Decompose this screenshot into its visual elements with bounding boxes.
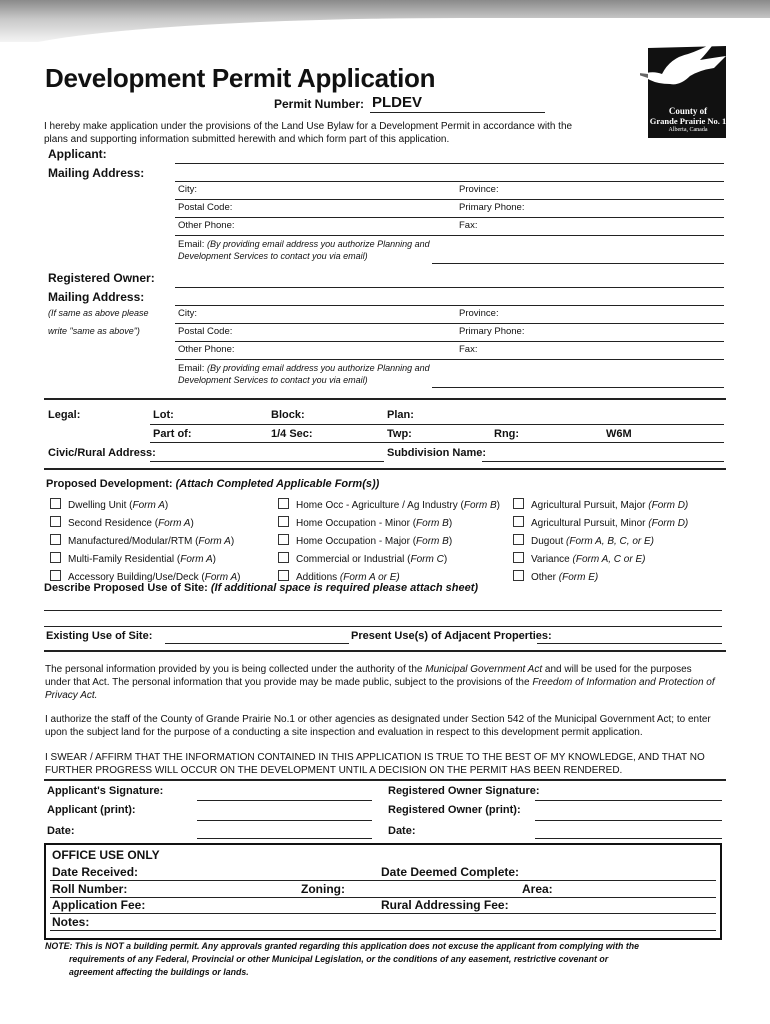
office-row-1-line[interactable] xyxy=(50,880,716,881)
option-form: (Form A or E) xyxy=(339,572,400,583)
checkbox[interactable] xyxy=(278,534,289,545)
proposed-option[interactable] xyxy=(50,533,240,551)
permit-number-value[interactable]: PLDEV xyxy=(372,94,423,111)
email-label xyxy=(178,239,430,250)
notes-label: Notes: xyxy=(52,915,90,929)
logo-text-1: County of xyxy=(668,106,708,116)
legal-row-1-input[interactable] xyxy=(150,424,724,425)
existing-use-label: Existing Use of Site: xyxy=(46,630,153,642)
option-end: ) xyxy=(212,554,217,565)
option-form: Form B xyxy=(416,536,449,547)
city-province-input[interactable] xyxy=(175,199,724,200)
option-form: (Form A, B, C, or E) xyxy=(566,536,654,547)
swear-line-1: I SWEAR / AFFIRM THAT THE INFORMATION CONTAINED IN THIS APPLICATION IS TRUE TO THE BEST OF MY KNOWLEDGE, AND THAT NO xyxy=(45,752,705,763)
registered-owner-label: Registered Owner: xyxy=(48,271,155,285)
applicant-label: Applicant: xyxy=(48,147,107,161)
postal-code-label: Postal Code: xyxy=(178,202,233,213)
postal-phone-input[interactable] xyxy=(175,217,724,218)
option-label: Accessory Building/Use/Deck ( xyxy=(68,572,205,583)
other-phone-label: Other Phone: xyxy=(178,220,235,231)
option-end: ) xyxy=(164,500,169,511)
option-end: ) xyxy=(230,536,235,547)
proposed-option[interactable] xyxy=(513,533,688,551)
option-end: ) xyxy=(443,554,448,565)
option-label: Home Occupation - Minor ( xyxy=(296,518,417,529)
checkbox[interactable] xyxy=(513,516,524,527)
proposed-option[interactable] xyxy=(513,515,688,533)
owner-fax-label: Fax: xyxy=(459,344,478,355)
proposed-option[interactable] xyxy=(278,551,500,569)
option-form: (Form D) xyxy=(648,518,689,529)
option-form: (Form D) xyxy=(648,500,689,511)
option-form: Form A xyxy=(158,518,191,529)
subdivision-input[interactable] xyxy=(482,461,724,462)
option-form: (Form A, C or E) xyxy=(572,554,646,565)
swear-line-2: FURTHER PROGRESS WILL OCCUR ON THE DEVELOPMENT UNTIL A DECISION ON THE PERMIT HAS BEEN RENDERED. xyxy=(45,765,623,776)
date-complete-label: Date Deemed Complete: xyxy=(381,865,520,879)
legal-label: Legal: xyxy=(48,409,81,421)
proposed-option[interactable] xyxy=(513,569,688,587)
office-row-3-line[interactable] xyxy=(50,913,716,914)
owner-mailing-input[interactable] xyxy=(175,305,724,306)
authorize-line-1: I authorize the staff of the County of Grande Prairie No.1 or other agencies as designated under Section 542 of the Municipal Government Act; to enter xyxy=(45,714,711,725)
checkbox[interactable] xyxy=(278,552,289,563)
privacy-paragraph xyxy=(45,663,735,702)
email-note-1: (By providing email address you authorize Planning and xyxy=(207,239,430,249)
checkbox[interactable] xyxy=(513,570,524,581)
checkbox[interactable] xyxy=(50,570,61,581)
meridian-value: W6M xyxy=(606,428,632,440)
footer-note xyxy=(45,940,639,979)
owner-city-province-input[interactable] xyxy=(175,323,724,324)
section-divider-3 xyxy=(44,650,726,652)
rural-addressing-fee-label: Rural Addressing Fee: xyxy=(381,898,509,912)
permit-number-label: Permit Number: xyxy=(274,97,365,111)
date-received-label: Date Received: xyxy=(52,865,139,879)
option-form: Form B xyxy=(463,500,497,511)
describe-use-input[interactable] xyxy=(44,610,722,611)
city-label: City: xyxy=(178,184,197,195)
block-label: Block: xyxy=(271,409,305,421)
owner-print-input[interactable] xyxy=(535,820,722,821)
office-use-box xyxy=(44,843,722,940)
proposed-option[interactable] xyxy=(278,497,500,515)
proposed-heading xyxy=(46,478,379,490)
notes-input[interactable] xyxy=(50,930,716,931)
option-label: Home Occ - Agriculture / Ag Industry ( xyxy=(296,500,464,511)
option-label: Dugout xyxy=(531,536,567,547)
existing-use-input[interactable] xyxy=(165,643,349,644)
option-form: Form C xyxy=(410,554,444,565)
owner-other-phone-label: Other Phone: xyxy=(178,344,235,355)
option-label: Agricultural Pursuit, Major xyxy=(531,500,649,511)
owner-postal-label: Postal Code: xyxy=(178,326,233,337)
proposed-col-2 xyxy=(278,497,500,587)
proposed-heading-note: (Attach Completed Applicable Form(s)) xyxy=(175,478,380,490)
owner-email-input[interactable] xyxy=(432,387,724,388)
option-end: ) xyxy=(237,572,241,583)
owner-mailing-label: Mailing Address: xyxy=(48,290,145,304)
intro-line-2: plans and supporting information submitted herewith and which form part of this application. xyxy=(44,134,450,145)
footer-note-line-3: agreement affecting the buildings or lands. xyxy=(69,967,249,977)
checkbox[interactable] xyxy=(50,534,61,545)
option-form: (Form E) xyxy=(558,572,599,583)
checkbox[interactable] xyxy=(50,516,61,527)
describe-use-label xyxy=(44,582,478,594)
zoning-label: Zoning: xyxy=(301,882,345,896)
part-of-label: Part of: xyxy=(153,428,192,440)
quarter-sec-label: 1/4 Sec: xyxy=(271,428,313,440)
proposed-heading-text: Proposed Development: xyxy=(46,478,173,490)
authorize-paragraph xyxy=(45,713,711,739)
owner-date-input[interactable] xyxy=(535,838,722,839)
registered-owner-input[interactable] xyxy=(175,287,724,288)
option-label: Dwelling Unit ( xyxy=(68,500,133,511)
owner-postal-phone-input[interactable] xyxy=(175,341,724,342)
province-label: Province: xyxy=(459,184,499,195)
option-label: Agricultural Pursuit, Minor xyxy=(531,518,649,529)
section-divider-4 xyxy=(44,779,726,781)
mailing-address-input[interactable] xyxy=(175,181,724,182)
proposed-option[interactable] xyxy=(278,533,500,551)
other-phone-fax-input[interactable] xyxy=(175,235,724,236)
describe-use-text: Describe Proposed Use of Site: xyxy=(44,582,208,594)
same-as-above-note-1: (If same as above please xyxy=(48,308,149,318)
option-form: Form A xyxy=(204,572,238,583)
owner-primary-phone-label: Primary Phone: xyxy=(459,326,525,337)
civic-address-label: Civic/Rural Address: xyxy=(48,447,156,459)
authorize-line-2: upon the subject land for the purpose of a conducting a site inspection and evaluation in respect to this development permit application. xyxy=(45,727,643,738)
owner-email-label xyxy=(178,363,430,374)
option-form: Form A xyxy=(198,536,231,547)
proposed-option[interactable] xyxy=(50,497,240,515)
swear-paragraph xyxy=(45,751,705,777)
applicant-print-label: Applicant (print): xyxy=(47,804,136,816)
privacy-line-1: The personal information provided by you is being collected under the authority of the Municipal Government Act and will be used for the purposes xyxy=(45,664,692,675)
owner-signature-label: Registered Owner Signature: xyxy=(388,785,540,797)
rng-label: Rng: xyxy=(494,428,520,440)
legal-row-2-input[interactable] xyxy=(150,442,724,443)
same-as-above-note-2: write "same as above") xyxy=(48,326,140,336)
applicant-input[interactable] xyxy=(175,163,724,164)
adjacent-use-label: Present Use(s) of Adjacent Properties: xyxy=(351,630,552,642)
owner-province-label: Province: xyxy=(459,308,499,319)
proposed-option[interactable] xyxy=(50,551,240,569)
subdivision-label: Subdivision Name: xyxy=(387,447,487,459)
option-end: ) xyxy=(448,536,453,547)
checkbox[interactable] xyxy=(513,498,524,509)
checkbox[interactable] xyxy=(278,498,289,509)
civic-address-input[interactable] xyxy=(150,461,384,462)
proposed-col-1 xyxy=(50,497,240,587)
applicant-signature-input[interactable] xyxy=(197,800,372,801)
primary-phone-label: Primary Phone: xyxy=(459,202,525,213)
option-label: Commercial or Industrial ( xyxy=(296,554,411,565)
privacy-line-3: Privacy Act. xyxy=(45,690,98,701)
owner-email-note-2: Development Services to contact you via email) xyxy=(178,375,368,385)
owner-other-phone-fax-input[interactable] xyxy=(175,359,724,360)
checkbox[interactable] xyxy=(50,552,61,563)
section-divider-1 xyxy=(44,398,726,400)
email-input[interactable] xyxy=(432,263,724,264)
checkbox[interactable] xyxy=(50,498,61,509)
fax-label: Fax: xyxy=(459,220,478,231)
owner-print-label: Registered Owner (print): xyxy=(388,804,521,816)
option-label: Variance xyxy=(531,554,573,565)
applicant-date-label: Date: xyxy=(47,825,75,837)
proposed-option[interactable] xyxy=(50,515,240,533)
area-label: Area: xyxy=(522,882,553,896)
option-label: Second Residence ( xyxy=(68,518,159,529)
option-label: Additions xyxy=(296,572,340,583)
describe-use-input-2[interactable] xyxy=(44,626,722,627)
option-form: Form A xyxy=(132,500,165,511)
mailing-address-label: Mailing Address: xyxy=(48,166,145,180)
permit-number-line xyxy=(370,112,545,113)
proposed-option[interactable] xyxy=(513,551,688,569)
email-note-2: Development Services to contact you via email) xyxy=(178,251,368,261)
option-form: Form B xyxy=(416,518,449,529)
checkbox[interactable] xyxy=(513,534,524,545)
application-fee-label: Application Fee: xyxy=(52,898,146,912)
email-label-text: Email: xyxy=(178,239,205,250)
logo-text-3: Alberta, Canada xyxy=(668,127,708,133)
applicant-print-input[interactable] xyxy=(197,820,372,821)
owner-email-note-1: (By providing email address you authorize Planning and xyxy=(207,363,430,373)
applicant-signature-label: Applicant's Signature: xyxy=(47,785,164,797)
checkbox[interactable] xyxy=(278,516,289,527)
logo-text-2: Grande Prairie No. 1 xyxy=(649,116,727,126)
option-label: Home Occupation - Major ( xyxy=(296,536,417,547)
owner-signature-input[interactable] xyxy=(535,800,722,801)
owner-date-label: Date: xyxy=(388,825,416,837)
page-title: Development Permit Application xyxy=(45,63,436,93)
county-logo xyxy=(640,40,730,140)
option-form: Form A xyxy=(180,554,213,565)
proposed-option[interactable] xyxy=(513,497,688,515)
section-divider-2 xyxy=(44,468,726,470)
option-end: ) xyxy=(496,500,500,511)
option-label: Multi-Family Residential ( xyxy=(68,554,181,565)
proposed-col-3 xyxy=(513,497,688,587)
privacy-line-2: under that Act. The personal information that you provide may be made public, subject to the provisions of the Freedom of Information and Protection of xyxy=(45,677,715,688)
proposed-option[interactable] xyxy=(278,515,500,533)
applicant-date-input[interactable] xyxy=(197,838,372,839)
lot-label: Lot: xyxy=(153,409,174,421)
office-use-heading: OFFICE USE ONLY xyxy=(52,848,160,862)
adjacent-use-input[interactable] xyxy=(537,643,722,644)
checkbox[interactable] xyxy=(278,570,289,581)
footer-note-line-1: NOTE: This is NOT a building permit. Any approvals granted regarding this application does not excuse the applicant from complying with the xyxy=(45,941,640,951)
plan-label: Plan: xyxy=(387,409,414,421)
checkbox[interactable] xyxy=(513,552,524,563)
owner-email-label-text: Email: xyxy=(178,363,205,374)
roll-number-label: Roll Number: xyxy=(52,882,128,896)
owner-city-label: City: xyxy=(178,308,197,319)
option-end: ) xyxy=(190,518,194,529)
option-label: Other xyxy=(531,572,559,583)
option-label: Manufactured/Modular/RTM ( xyxy=(68,536,199,547)
intro-line-1: I hereby make application under the provisions of the Land Use Bylaw for a Development Permit in accordance with the xyxy=(44,121,573,132)
describe-use-note: (If additional space is required please attach sheet) xyxy=(210,582,479,594)
footer-note-line-2: requirements of any Federal, Provincial or other Municipal Legislation, or the conditions of any easement, restrictive covenant or xyxy=(69,954,609,964)
twp-label: Twp: xyxy=(387,428,412,440)
option-end: ) xyxy=(448,518,453,529)
